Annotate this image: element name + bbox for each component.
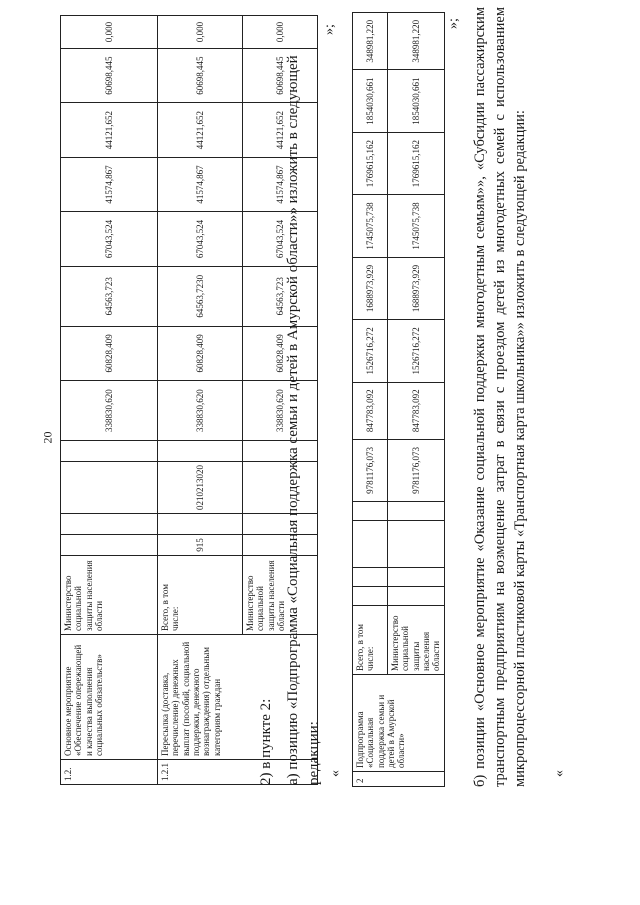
cell-value: 64563,7230	[158, 266, 243, 326]
cell-value: 60698,445	[243, 48, 318, 102]
cell-value: 338830,620	[158, 381, 243, 441]
total-label: Всего, в том числе:	[158, 556, 243, 635]
cell-value: 67043,524	[61, 212, 158, 266]
cell-value: 348981,220	[388, 13, 445, 70]
table-row	[353, 13, 388, 787]
cell-value: 0,000	[61, 16, 158, 49]
row-name: Пересылка (доставка, перечисление) денежных выплат (пособий, социальной поддержки, денежного вознаграждения) отдельным категориям граждан	[158, 635, 318, 760]
cell-value: 1526716,272	[388, 320, 445, 382]
item-2: 2) в пункте 2:	[258, 698, 274, 785]
cell-value: 41574,867	[61, 157, 158, 211]
row-name: Подпрограмма «Социальная поддержка семьи и детей в Амурской области»	[353, 675, 445, 772]
cell-value: 338830,620	[243, 381, 318, 441]
close-quote-2: »;	[446, 18, 461, 29]
cell-value: 1526716,272	[353, 320, 388, 382]
cell-value: 64563,723	[61, 266, 158, 326]
row-number: 1.2.1	[158, 760, 318, 785]
row-name: Основное мероприятие «Обеспечение опережающей и качества выполнения социальных обязательств»	[61, 635, 158, 760]
table-row	[158, 16, 243, 785]
cell-value: 41574,867	[243, 157, 318, 211]
cell-value: 1854030,661	[388, 70, 445, 132]
total-label: Всего, в том числе:	[353, 606, 388, 675]
cell-value: 44121,652	[61, 103, 158, 157]
cell-value: 44121,652	[158, 103, 243, 157]
cell-value: 9781176,073	[388, 439, 445, 501]
cell-value: 60698,445	[158, 48, 243, 102]
table-row	[388, 13, 445, 787]
open-quote: «	[328, 770, 343, 777]
redaction-label: редакции:	[306, 721, 322, 785]
cell-value: 0,000	[158, 16, 243, 49]
cell-value: 338830,620	[61, 381, 158, 441]
item-a: а) позицию «Подпрограмма «Социальная поддержка семьи и детей в Амурской области»» изложить в следующей	[285, 55, 301, 785]
kbk-cell: 0210213020	[158, 462, 243, 514]
cell-value: 348981,220	[353, 13, 388, 70]
cell-value: 9781176,073	[353, 439, 388, 501]
cell-value: 60828,409	[61, 326, 158, 380]
cell-value: 0,000	[243, 16, 318, 49]
cell-value: 44121,652	[243, 103, 318, 157]
code-cell: 915	[158, 535, 243, 556]
cell-value: 60828,409	[158, 326, 243, 380]
table-1	[60, 15, 318, 785]
final-quote: «	[552, 770, 567, 777]
cell-value: 1688973,929	[388, 257, 445, 319]
paragraph-b: б) позиции «Основное мероприятие «Оказание социальной поддержки многодетным семьям»», «Субсидии пассажирским транспортным предприятиям на возмещение затрат в связи с проездом детей из многодетных семей с использованием микропроцессорной пластиковой карты «Транспортная карта школьника»» изложить в следующей редакции:	[472, 7, 528, 787]
cell-value: 41574,867	[158, 157, 243, 211]
cell-value: 1745075,738	[353, 195, 388, 257]
cell-value: 64563,723	[243, 266, 318, 326]
table-2	[352, 12, 445, 787]
cell-value: 1745075,738	[388, 195, 445, 257]
cell-value: 847783,092	[388, 382, 445, 439]
page-number: 20	[40, 431, 55, 444]
cell-value: 1769615,162	[388, 132, 445, 194]
row-number: 1.2.	[61, 760, 158, 785]
cell-value: 1688973,929	[353, 257, 388, 319]
cell-value: 1769615,162	[353, 132, 388, 194]
cell-value: 67043,524	[158, 212, 243, 266]
close-quote-1: »;	[322, 24, 337, 35]
row-number: 2	[353, 772, 445, 787]
row-executor: Министерство социальной защиты населения области	[61, 556, 158, 635]
cell-value: 1854030,661	[353, 70, 388, 132]
table-row	[61, 16, 158, 785]
row-executor: Министерство социальной защиты населения области	[388, 606, 445, 675]
row-executor: Министерство социальной защиты населения области	[243, 556, 318, 635]
cell-value: 60828,409	[243, 326, 318, 380]
cell-value: 67043,524	[243, 212, 318, 266]
cell-value: 847783,092	[353, 382, 388, 439]
cell-value: 60698,445	[61, 48, 158, 102]
